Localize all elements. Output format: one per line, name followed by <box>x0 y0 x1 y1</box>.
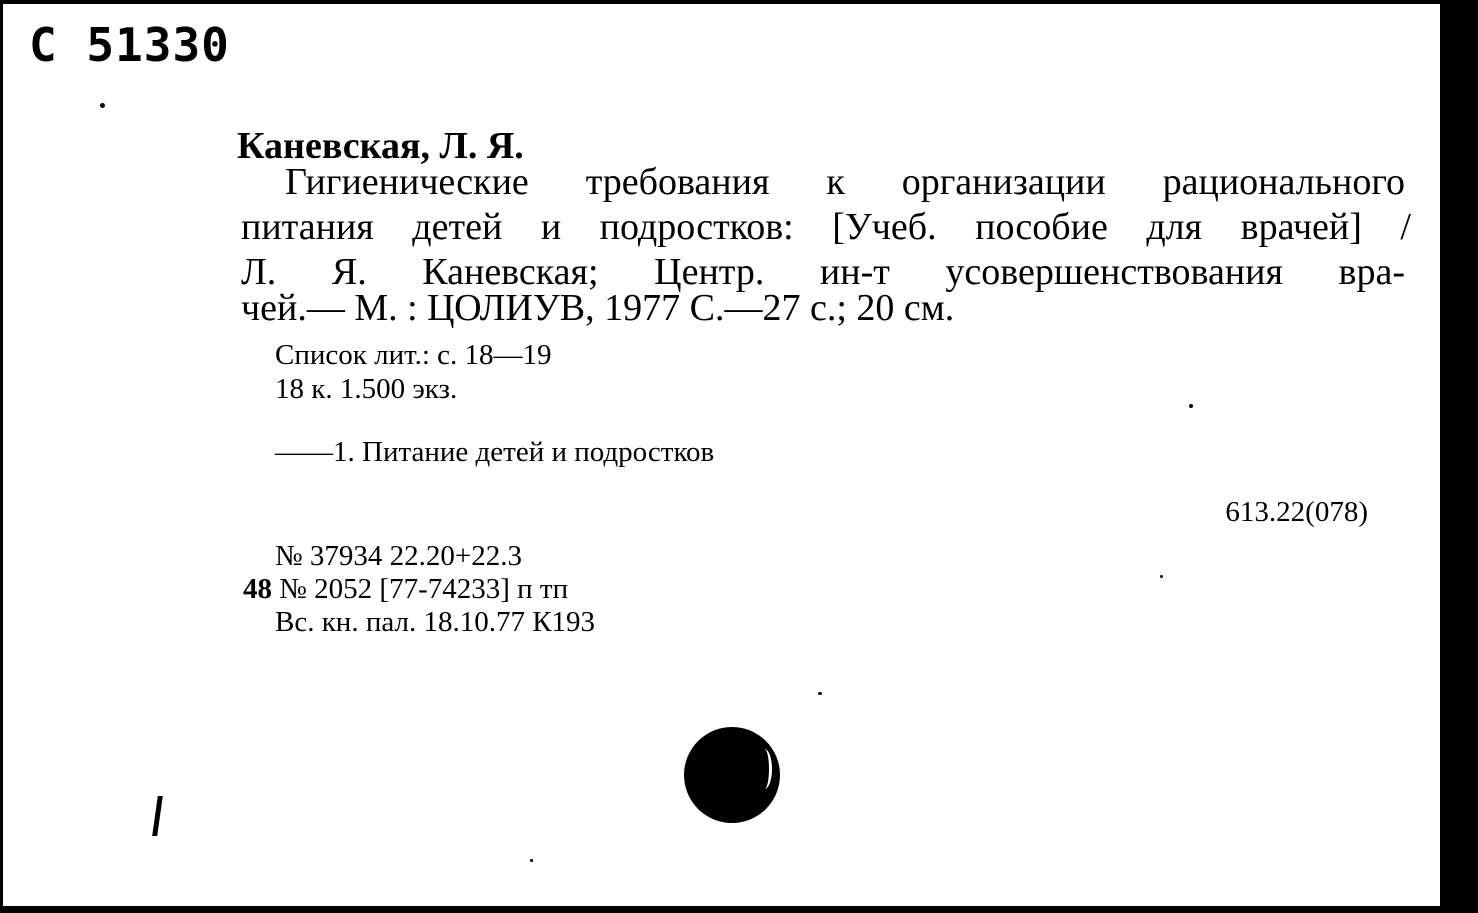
ink-speck <box>530 859 533 862</box>
scan-border-bottom <box>0 906 1478 913</box>
registration-prefix: 48 <box>243 573 272 605</box>
registration-line-3: Вс. кн. пал. 18.10.77 К193 <box>275 606 596 638</box>
author-heading: Каневская, Л. Я. <box>237 125 524 167</box>
pencil-mark <box>152 796 163 836</box>
udc-classification: 613.22(078) <box>1225 496 1368 528</box>
ink-speck <box>1160 575 1163 578</box>
title-line-3: Л. Я. Каневская; Центр. ин-т усовершенствования вра- <box>241 251 1405 293</box>
registration-line-1: № 37934 22.20+22.3 <box>275 540 523 572</box>
title-line-4: чей.— М. : ЦОЛИУВ, 1977 С.—27 с.; 20 см. <box>241 287 955 329</box>
catalog-card <box>3 4 1448 908</box>
registration-number: № 2052 [77-74233] п тп <box>272 573 569 605</box>
ink-speck <box>100 103 105 108</box>
title-line-2: питания детей и подростков: [Учеб. пособие для врачей] / <box>241 206 1411 248</box>
price-copies-note: 18 к. 1.500 экз. <box>275 373 458 405</box>
title-line-1: Гигиенические требования к организации рационального <box>285 161 1405 203</box>
call-number: С 51330 <box>29 18 230 72</box>
ink-speck <box>1189 404 1193 408</box>
punch-hole <box>684 727 780 823</box>
registration-line-2 <box>243 573 568 606</box>
ink-speck <box>818 692 822 695</box>
subject-tracing: ——1. Питание детей и подростков <box>275 436 715 468</box>
bibliography-note: Список лит.: с. 18—19 <box>275 339 552 371</box>
